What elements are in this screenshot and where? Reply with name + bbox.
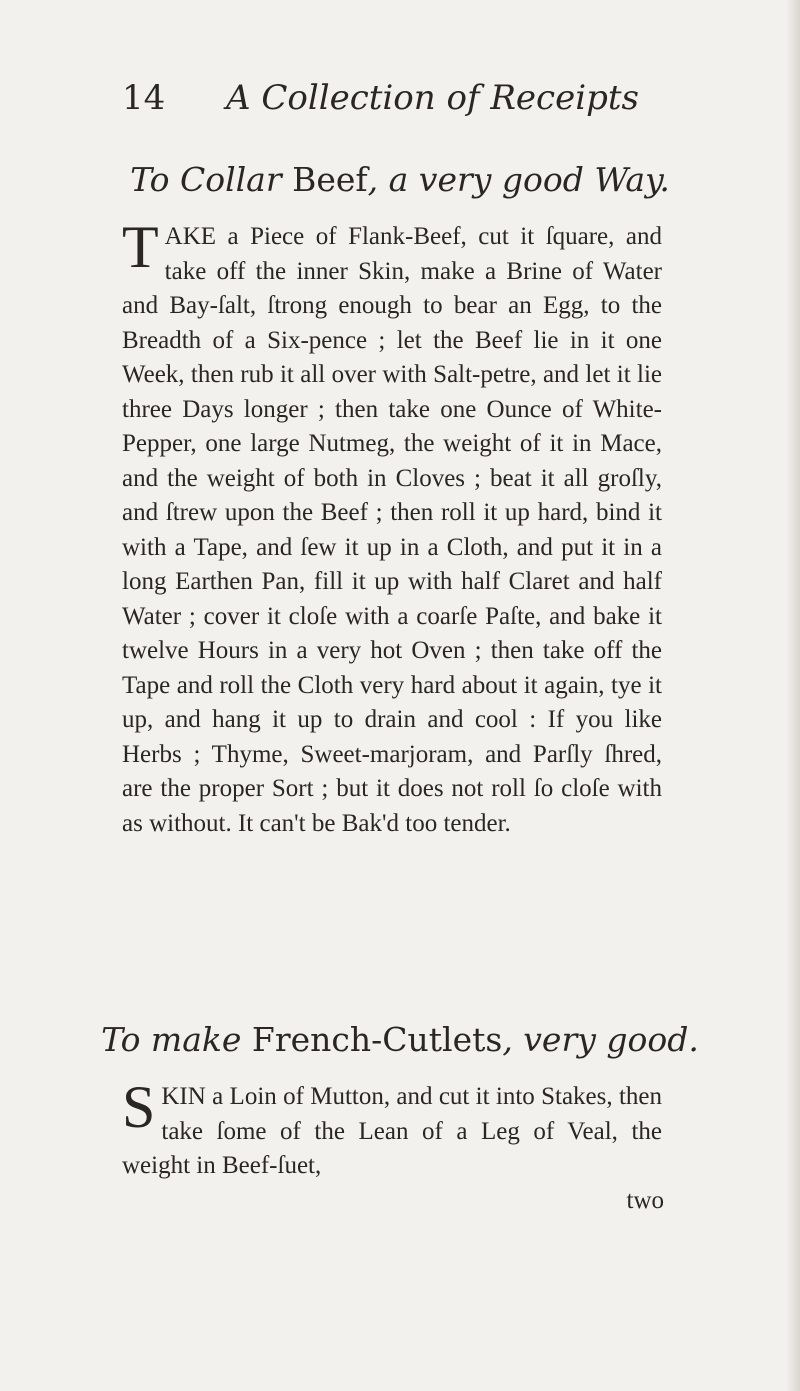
title-part: , a very good Way. [367,160,670,199]
recipe-body-collar-beef [122,214,662,841]
title-part: To Collar [130,160,293,199]
title-part: Beef [292,160,368,199]
drop-cap: T [122,214,159,280]
recipe-title-collar-beef [0,160,800,199]
catchword: two [626,1187,664,1214]
title-part: To make [101,1020,252,1059]
page-header [122,78,642,126]
paragraph-text: KIN a Loin of Mutton, and cut it into Stakes, then take ſome of the Lean of a Leg of Veal, the weight in Beef-ſuet, [122,1083,662,1179]
drop-cap: S [122,1074,156,1140]
paragraph-text: AKE a Piece of Flank-Beef, cut it ſquare, and take off the inner Skin, make a Brine of Water and Bay-ſalt, ſtrong enough to bear an Egg, to the Breadth of a Six-pence ; let the Beef lie in it one Week, then rub it all over with Salt-petre, and let it lie three Days longer ; then take one Ounce of White-Pepper, one large Nutmeg, the weight of it in Mace, and the weight of both in Cloves ; beat it all groſly, and ſtrew upon the Beef ; then roll it up hard, bind it with a Tape, and ſew it up in a Cloth, and put it in a long Earthen Pan, fill it up with half Claret and half Water ; cover it cloſe with a coarſe Paſte, and bake it twelve Hours in a very hot Oven ; then take off the Tape and roll the Cloth very hard about it again, tye it up, and hang it up to drain and cool : If you like Herbs ; Thyme, Sweet-marjoram, and Parſly ſhred, are the proper Sort ; but it does not roll ſo cloſe with as without. It can't be Bak'd too tender. [122,223,662,837]
page-edge-shadow [786,0,800,1391]
title-part: French-Cutlets [251,1020,503,1059]
title-part: , very good. [502,1020,699,1059]
recipe-body-french-cutlets [122,1074,662,1184]
running-title: A Collection of Receipts [226,78,639,118]
recipe-title-french-cutlets [0,1020,800,1059]
page-number: 14 [122,78,166,118]
